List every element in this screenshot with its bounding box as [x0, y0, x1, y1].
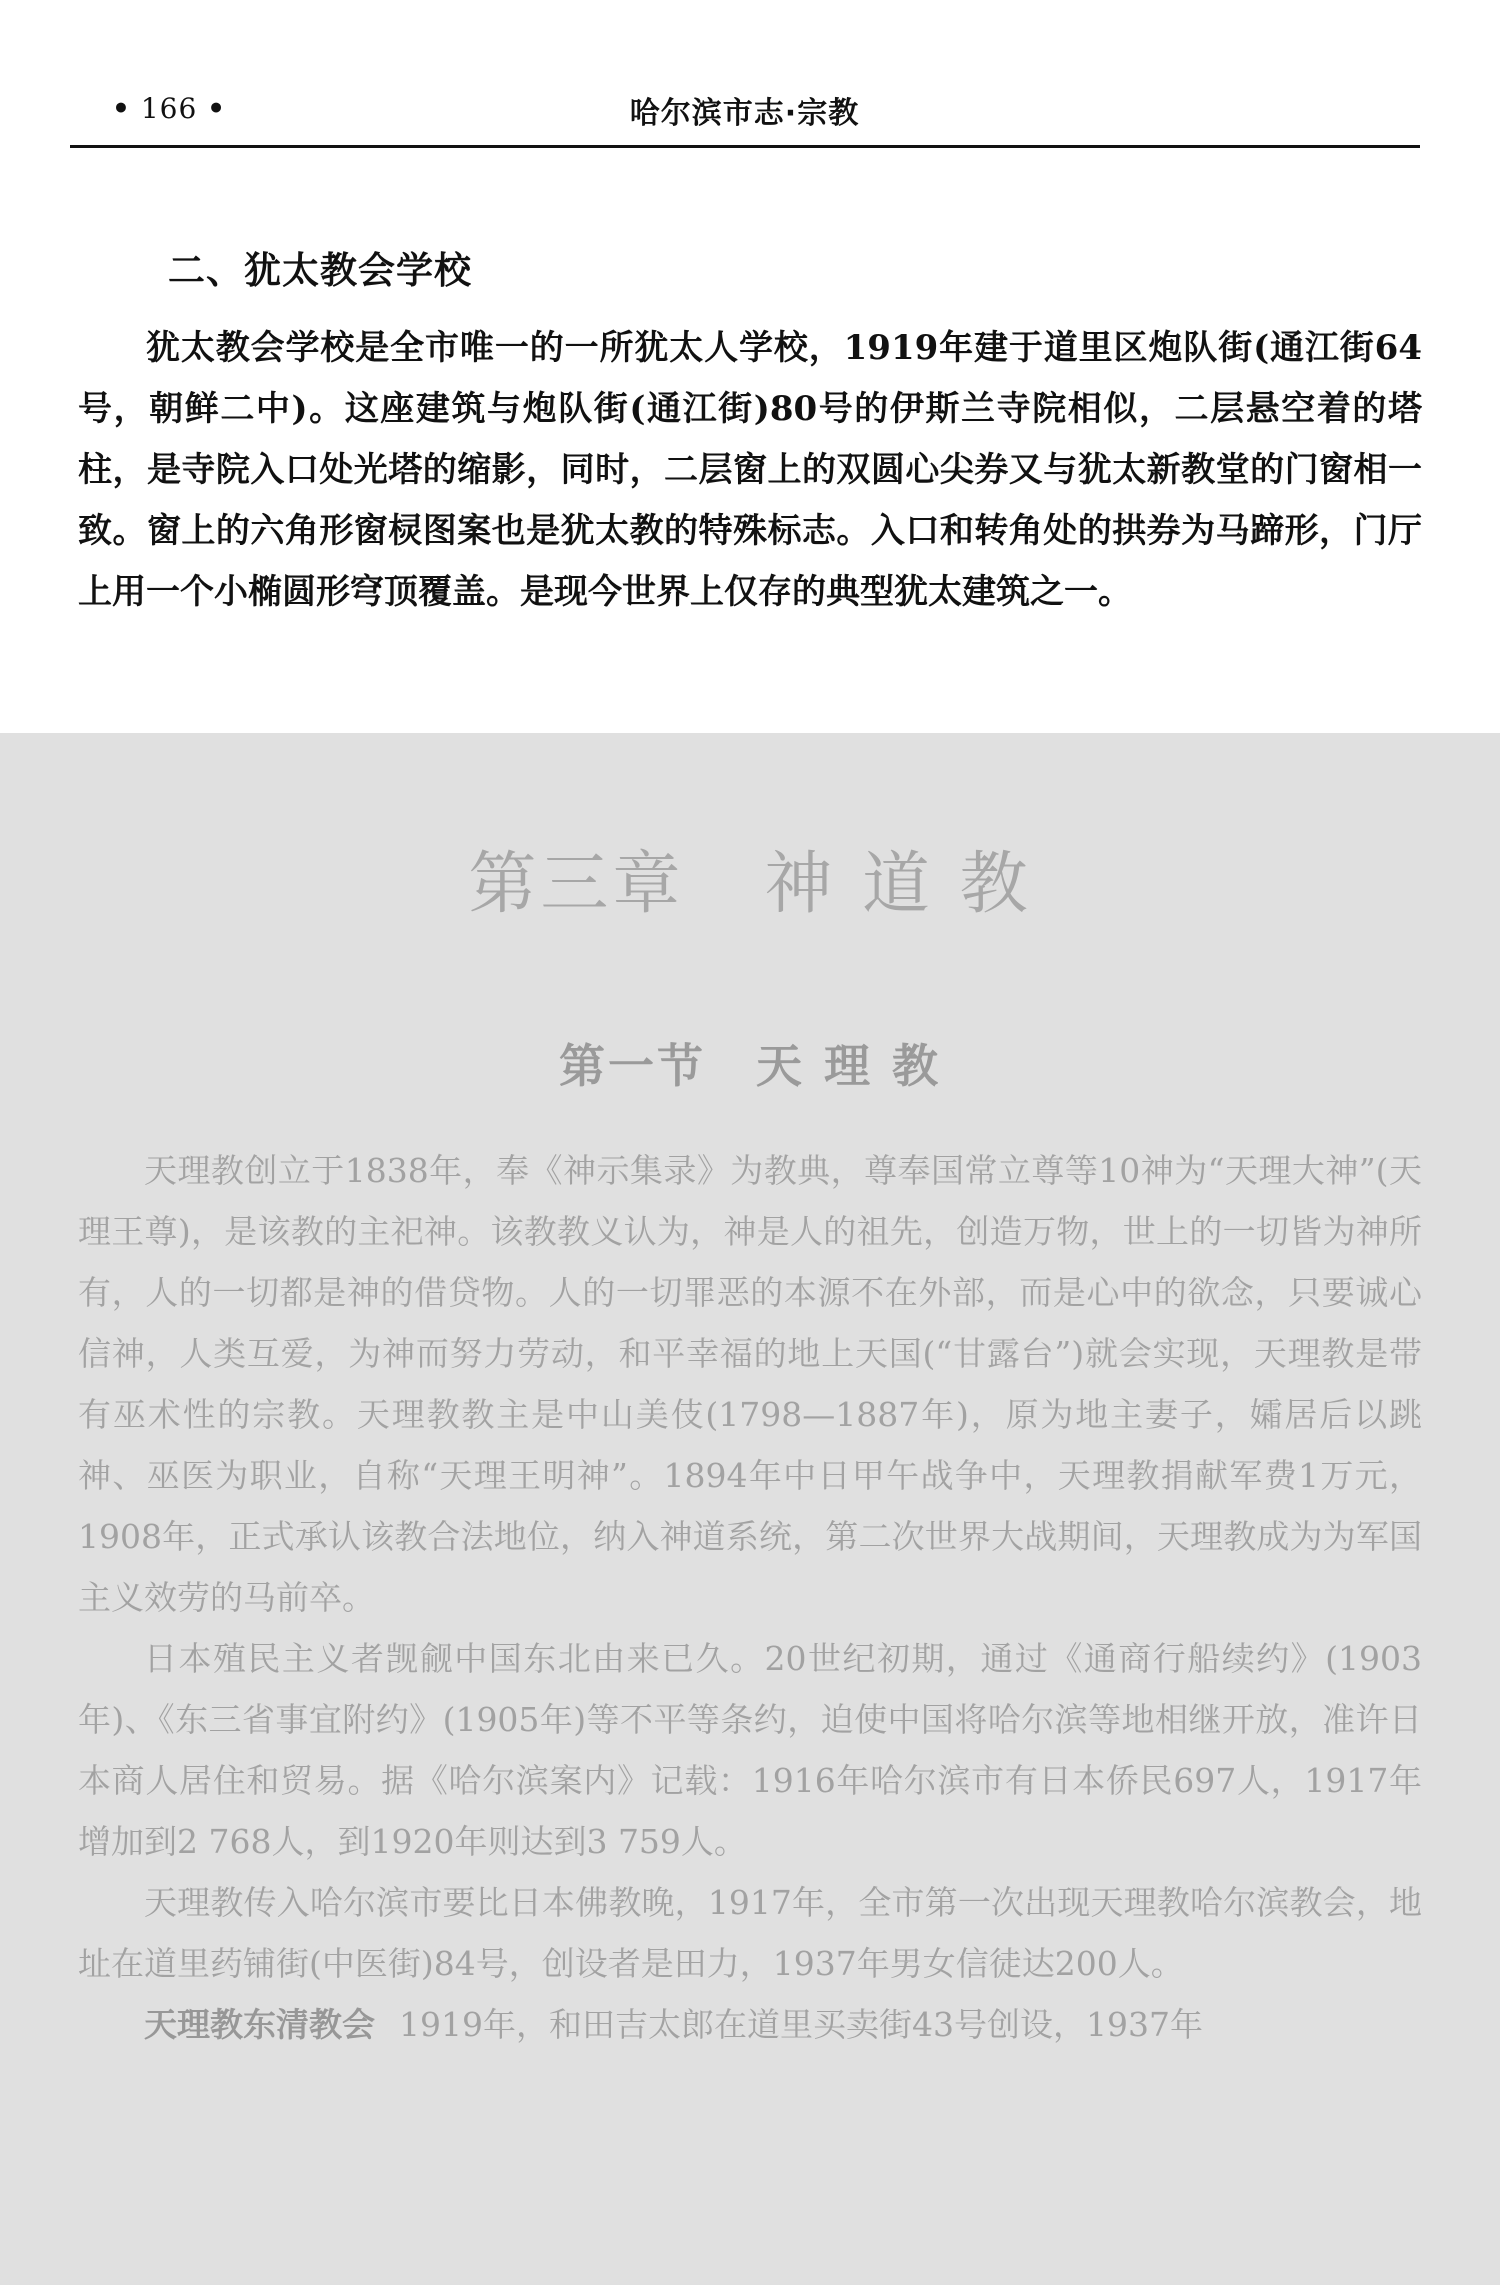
page-number-value: 166	[140, 92, 198, 125]
section-number: 第一节	[558, 1039, 706, 1093]
header-rule	[70, 145, 1420, 148]
chapter-name: 神 道 教	[764, 845, 1032, 924]
paragraph-1: 天理教创立于1838年，奉《神示集录》为教典，尊奉国常立尊等10神为“天理大神”(天理王尊)，是该教的主祀神。该教教义认为，神是人的祖先，创造万物，世上的一切皆为神所有，人的一切都是神的借贷物。人的一切罪恶的本源不在外部，而是心中的欲念，只要诚心信神，人类互爱，为神而努力劳动，和平幸福的地上天国(“甘露台”)就会实现，天理教是带有巫术性的宗教。天理教教主是中山美伎(1798—1887年)，原为地主妻子，孀居后以跳神、巫医为职业，自称“天理王明神”。1894年中日甲午战争中，天理教捐献军费1万元，1908年，正式承认该教合法地位，纳入神道系统，第二次世界大战期间，天理教成为为军国主义效劳的马前卒。	[78, 1151, 1422, 1617]
section-paragraph: 犹太教会学校是全市唯一的一所犹太人学校，1919年建于道里区炮队街(通江街64号，朝鲜二中)。这座建筑与炮队街(通江街)80号的伊斯兰寺院相似，二层悬空着的塔柱，是寺院入口处光塔的缩影，同时，二层窗上的双圆心尖券又与犹太新教堂的门窗相一致。窗上的六角形窗棂图案也是犹太教的特殊标志。入口和转角处的拱券为马蹄形，门厅上用一个小椭圆形穹顶覆盖。是现今世界上仅存的典型犹太建筑之一。	[78, 328, 1422, 612]
entry-text: 1919年，和田吉太郎在道里买卖街43号创设，1937年	[399, 2005, 1203, 2044]
running-title: 哈尔滨市志·宗教	[629, 96, 860, 131]
section-name: 天 理 教	[755, 1039, 942, 1093]
page-number: • 166 •	[112, 92, 227, 125]
chapter-number: 第三章	[468, 845, 685, 924]
section-title	[0, 1030, 1500, 1096]
entry-heading: 天理教东清教会	[144, 2005, 375, 2044]
paragraph-4	[78, 1994, 1422, 2055]
section-heading: 二、犹太教会学校	[168, 249, 472, 292]
paragraph-2: 日本殖民主义者觊觎中国东北由来已久。20世纪初期，通过《通商行船续约》(1903年)、《东三省事宜附约》(1905年)等不平等条约，迫使中国将哈尔滨等地相继开放，准许日本商人居住和贸易。据《哈尔滨案内》记载：1916年哈尔滨市有日本侨民697人，1917年增加到2 768人，到1920年则达到3 759人。	[78, 1639, 1422, 1861]
chapter-body	[78, 1140, 1422, 2055]
chapter-title	[0, 830, 1500, 927]
running-head	[72, 88, 1417, 138]
paragraph-3: 天理教传入哈尔滨市要比日本佛教晚，1917年，全市第一次出现天理教哈尔滨教会，地址在道里药铺街(中医街)84号，创设者是田力，1937年男女信徒达200人。	[78, 1883, 1422, 1983]
